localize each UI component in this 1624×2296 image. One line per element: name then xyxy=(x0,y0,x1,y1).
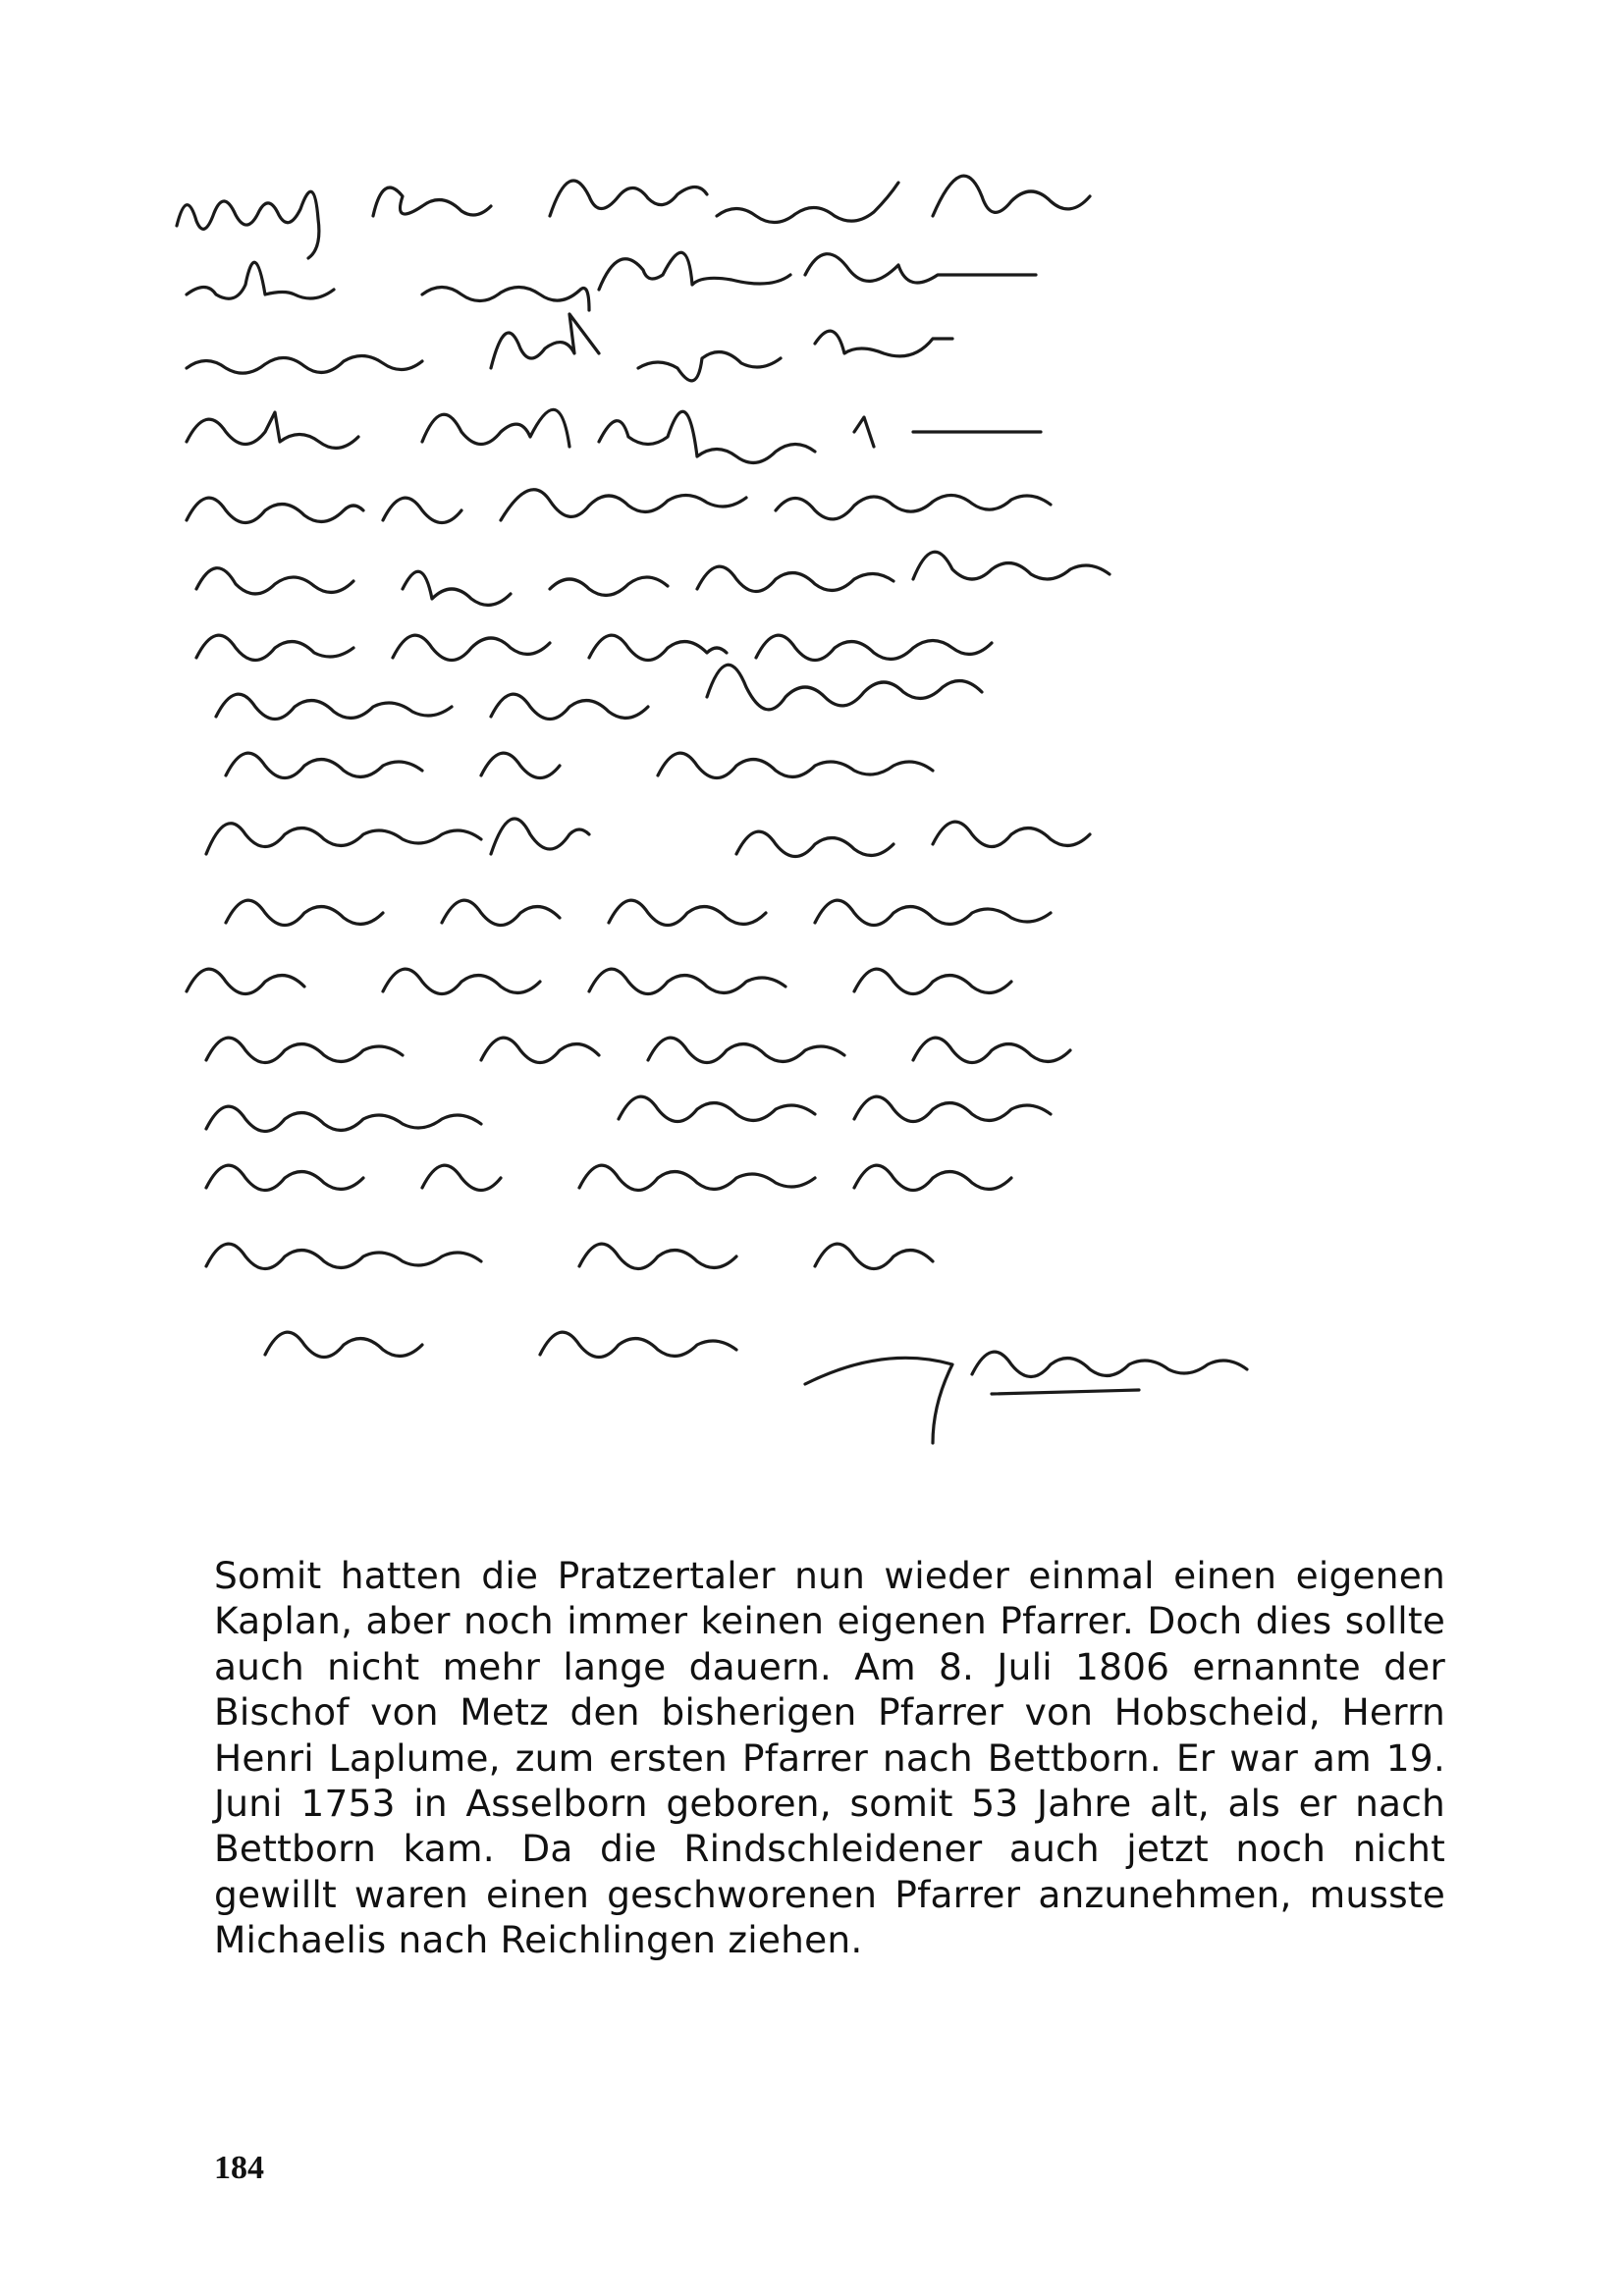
page-number: 184 xyxy=(214,2150,264,2186)
handwritten-document-image xyxy=(167,147,1443,1463)
body-paragraph-container xyxy=(214,1553,1445,1963)
handwriting-drawing xyxy=(167,147,1443,1463)
body-paragraph: Somit hatten die Pratzertaler nun wieder einmal einen eigenen Kaplan, aber noch immer keinen eigenen Pfarrer. Doch dies sollte auch nicht mehr lange dauern. Am 8. Juli 1806 ernannte der Bischof von Metz den bisherigen Pfarrer von Hobscheid, Herrn Henri Laplume, zum ersten Pfarrer nach Bettborn. Er war am 19. Juni 1753 in Asselborn geboren, somit 53 Jahre alt, als er nach Bettborn kam. Da die Rindschleidener auch jetzt noch nicht gewillt waren einen geschworenen Pfarrer anzunehmen, musste Michaelis nach Reichlingen ziehen. xyxy=(214,1554,1445,1962)
